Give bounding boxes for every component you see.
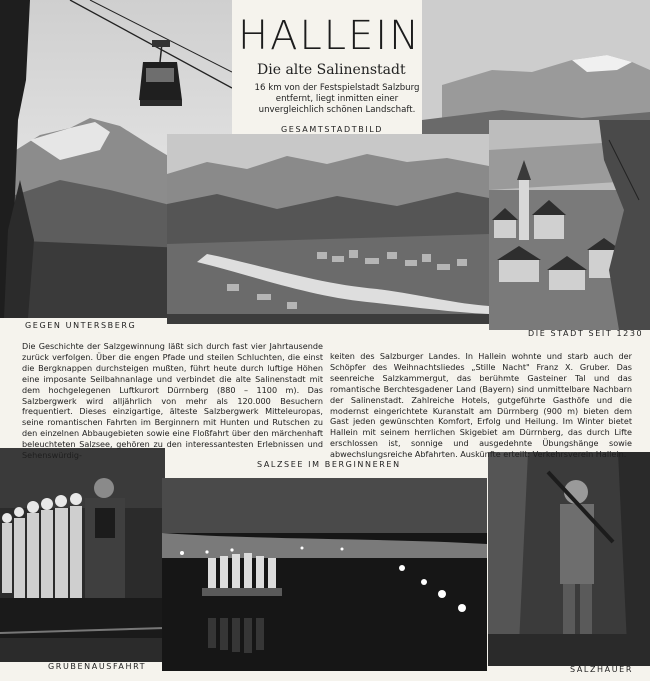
caption-grubenausfahrt: GRUBENAUSFAHRT (48, 662, 147, 671)
old-town-photo (489, 120, 650, 330)
caption-gesamtstadtbild: GESAMTSTADTBILD (281, 125, 384, 134)
caption-untersberg: GEGEN UNTERSBERG (25, 321, 137, 330)
salt-lake-photo (162, 478, 487, 671)
caption-salzhauer: SALZHAUER (570, 665, 633, 674)
body-text-right: keiten des Salzburger Landes. In Hallein wohnte und starb auch der Schöpfer des Weihnachtsliedes „Stille Nacht" Franz X. Gruber. Das seenreiche Salzkammergut, das berühmte Gasteiner Tal und das romantische Berchtesgadener Land (Bayern) sind unmittelbare Nachbarn der Salinenstadt. Zahlreiche Hotels, gutgeführte Gasthöfe und die modernst eingerichtete Kuranstalt am Dürrnberg (900 m) bieten dem Gast jeden gewünschten Komfort, Erfolg und Heilung. Im Winter bietet Hallein mit seinem herrlichen Skigebiet am Dürrnberg, das durch Lifte erschlossen ist, sonnige und ausgedehnte Übungshänge sowie abwechslungsreiche Abfahrten. Auskünfte erteilt: Verkehrsverein Hallein. (330, 351, 632, 460)
miners-train-photo (0, 448, 165, 662)
page-title: HALLEIN (238, 13, 422, 59)
caption-salzsee: SALZSEE IM BERGINNEREN (257, 460, 401, 469)
intro-text: 16 km von der Festspielstadt Salzburg entfernt, liegt inmitten einer unvergleichlich schönen Landschaft. (254, 83, 420, 115)
salt-hewer-photo (488, 452, 650, 666)
body-text-left: Die Geschichte der Salzgewinnung läßt sich durch fast vier Jahrtausende zurück verfolgen. Über die engen Pfade und steilen Schluchten, die einst die Bergknappen durchsteigen mußten, führt heute durch luftige Höhen eine imposante Seilbahnanlage und verbindet die alte Salinenstadt mit dem hochgelegenen Luftkurort Dürrnberg (880 – 1100 m). Das Salzbergwerk wird alljährlich von mehr als 120.000 Besuchern frequentiert. Dieses einzigartige, älteste Salzbergwerk Mitteleuropas, seine romantischen Fahrten im Berginnern mit Hunten und Rutschen zu den einzelnen Abbaugebieten sowie eine Floßfahrt über den märchenhaft beleuchteten Salzsee, gehören zu den interessantesten Erlebnissen und Sehenswürdig- (22, 341, 323, 461)
caption-stadt: DIE STADT SEIT 1230 (528, 329, 644, 338)
page-subtitle: Die alte Salinenstadt (257, 62, 406, 78)
town-panorama-photo (167, 134, 489, 324)
